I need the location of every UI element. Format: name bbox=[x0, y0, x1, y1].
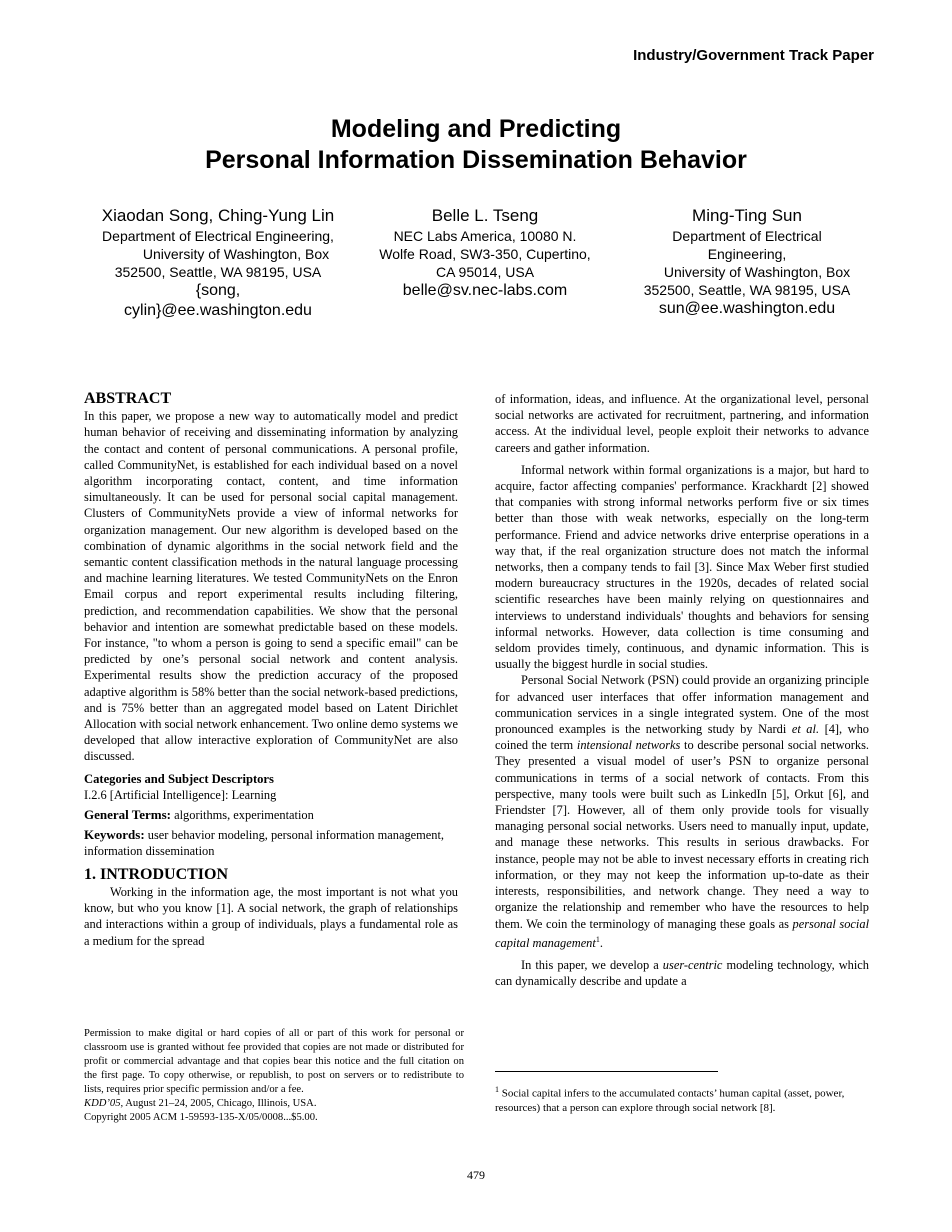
text-span: [4], who coined the term bbox=[495, 722, 869, 753]
author-email: sun@ee.washington.edu bbox=[658, 300, 836, 317]
permission-text: Permission to make digital or hard copies of all or part of this work for personal or classroom use is granted without fee provided that copies are not made or distributed for profit or commercial advantage and that copies bear this notice and the full citation on the first page. To copy otherwise, or republish, to post on servers or to redistribute to lists, requires prior specific permission and/or a fee. bbox=[84, 1028, 464, 1095]
title-line-1: Modeling and Predicting bbox=[330, 115, 622, 143]
intro-heading: 1. INTRODUCTION bbox=[84, 865, 229, 883]
italic-span: intensional networks bbox=[576, 738, 681, 753]
categories-text: I.2.6 [Artificial Intelligence]: Learning bbox=[84, 787, 277, 802]
author-block-2 bbox=[360, 205, 610, 301]
body-paragraph: Informal network within formal organizations is a major, but hard to acquire, factor affecting companies' performance. Krackhardt [2] showed that companies with strong informal networks perform five or six times better than those with weak networks, especially on the long-term performance. Friend and advice networks drive enterprise operations in a way that, if the real organization structure does not match the informal networks, then a company tends to fail [3]. Since Max Weber first studied modern bureaucracy structures in the 1920s, decades of related social scientific researches have been mainly relying on questionnaires and interviews to understand individuals' thoughts and behaviors for sensing informal networks. However, data collection is time consuming and seldom provides timely, continuous, and dynamic information. This is usually the biggest hurdle in social studies. bbox=[495, 462, 869, 672]
general-terms bbox=[84, 807, 458, 823]
italic-span: et al. bbox=[791, 722, 820, 737]
footnote-ref: 1 bbox=[595, 934, 600, 944]
right-column bbox=[495, 391, 869, 989]
keywords bbox=[84, 827, 458, 859]
conference-info bbox=[84, 1097, 464, 1111]
abstract-text: In this paper, we propose a new way to automatically model and predict human behavior of receiving and disseminating information by analyzing the contact and content of personal communications. A personal profile, called CommunityNet, is established for each individual based on a novel algorithm incorporating contact, content, and time information simultaneously. It can be used for personal social capital management. Clusters of CommunityNets provide a view of informal networks for organization management. Our new algorithm is developed based on the combination of dynamic algorithms in the social network field and the semantic content classification methods in the natural language processing and machine learning literatures. We tested CommunityNets on the Enron Email corpus and report experimental results including filtering, prediction, and recommendation capabilities. We show that the personal behavior and intention are somewhat predictable based on these models. For instance, "to whom a person is going to send a specific email" can be predicted by one’s personal social network and content analysis. Experimental results show the prediction accuracy of the proposed adaptive algorithm is 58% better than the social network-based predictions, and is 75% better than an aggregated model based on Latent Dirichlet Allocation with social network enhancement. Two online demo systems we developed that allow interactive exploration of CommunityNet are also discussed. bbox=[84, 409, 458, 764]
footnote-divider bbox=[495, 1071, 718, 1072]
general-terms-text: algorithms, experimentation bbox=[171, 808, 314, 823]
author-block-3 bbox=[622, 205, 872, 319]
abstract-heading: ABSTRACT bbox=[84, 390, 172, 407]
left-column bbox=[84, 391, 458, 949]
author-name: Ming-Ting Sun bbox=[692, 206, 802, 225]
body-paragraph bbox=[495, 957, 869, 989]
footnote-mark: 1 bbox=[495, 1085, 499, 1094]
text-span: . bbox=[599, 935, 603, 950]
body-paragraph: of information, ideas, and influence. At the organizational level, personal social networks are activated for recruitment, partnering, and information access. At the individual level, people exploit their networks to advance careers and gather information. bbox=[495, 392, 869, 455]
keywords-heading: Keywords: bbox=[84, 827, 145, 843]
author-affiliation: 352500, Seattle, WA 98195, USA bbox=[114, 264, 322, 280]
keywords-text: user behavior modeling, personal information management, information dissemination bbox=[84, 828, 445, 859]
title-line-2: Personal Information Dissemination Behavior bbox=[205, 146, 747, 174]
author-affiliation: University of Washington, Box bbox=[142, 246, 330, 262]
text-span: In this paper, we develop a bbox=[521, 958, 663, 973]
author-affiliation: University of Washington, Box bbox=[663, 264, 851, 280]
body-paragraph bbox=[495, 672, 869, 951]
paper-title bbox=[0, 114, 952, 176]
text-span: Personal Social Network (PSN) could provide an organizing principle for advanced user interfaces that offer information management and communication services in a single integrated system. One of the most pronounced examples is the networking study by Nardi bbox=[495, 673, 869, 737]
author-block-1 bbox=[76, 205, 360, 321]
conference-name: KDD’05, bbox=[84, 1098, 124, 1109]
categories-heading: Categories and Subject Descriptors bbox=[84, 771, 274, 786]
author-name: Xiaodan Song, Ching-Yung Lin bbox=[101, 206, 335, 225]
italic-span: user-centric bbox=[662, 958, 723, 973]
general-terms-heading: General Terms: bbox=[84, 807, 172, 823]
author-name: Belle L. Tseng bbox=[431, 206, 539, 225]
copyright-line: Copyright 2005 ACM 1-59593-135-X/05/0008...$5.00. bbox=[84, 1112, 318, 1123]
author-affiliation: Engineering, bbox=[707, 246, 787, 262]
page-number: 479 bbox=[467, 1168, 485, 1182]
author-email: cylin}@ee.washington.edu bbox=[124, 302, 312, 319]
text-span: modeling technology, which can dynamically describe and update a bbox=[495, 958, 869, 989]
permission-notice bbox=[84, 1027, 464, 1125]
intro-paragraph: Working in the information age, the most important is not what you know, but who you know [1]. A social network, the graph of relationships and interactions within a group of individuals, plays a fundamental role as a medium for the spread bbox=[84, 884, 458, 948]
track-label: Industry/Government Track Paper bbox=[633, 47, 874, 64]
author-affiliation: Department of Electrical Engineering, bbox=[102, 228, 334, 244]
author-affiliation: 352500, Seattle, WA 98195, USA bbox=[643, 282, 851, 298]
author-affiliation: NEC Labs America, 10080 N. bbox=[393, 228, 577, 244]
footnote-text: Social capital infers to the accumulated contacts’ human capital (asset, power, resources) that a person can explore through social network [8]. bbox=[495, 1087, 845, 1115]
author-affiliation: CA 95014, USA bbox=[435, 264, 535, 280]
footnote bbox=[495, 1083, 869, 1116]
author-email: belle@sv.nec-labs.com bbox=[402, 282, 568, 299]
text-span: to describe personal social networks. They presented a visual model of user’s PSN to organize personal communications in terms of a social network of contacts. From this perspective, many tools were built such as LinkedIn [5], Orkut [6], and Friendster [7]. However, all of them only provide tools for visually managing personal social networks. Users need to manually input, update, and manage these networks. This results in serious drawbacks. For instance, people may not be able to invest necessary efforts in creating rich information, or they may not keep the information up-to-date as their interests, responsibilities, and network change. They need a way to organize the relationship and remember who have the resources to help them. We coin the terminology of managing these goals as bbox=[495, 738, 869, 931]
conference-details: August 21–24, 2005, Chicago, Illinois, USA. bbox=[123, 1098, 317, 1109]
author-affiliation: Wolfe Road, SW3-350, Cupertino, bbox=[379, 246, 591, 262]
italic-span: personal social capital management bbox=[495, 916, 870, 950]
author-affiliation: Department of Electrical bbox=[672, 228, 822, 244]
author-email: {song, bbox=[195, 282, 241, 299]
